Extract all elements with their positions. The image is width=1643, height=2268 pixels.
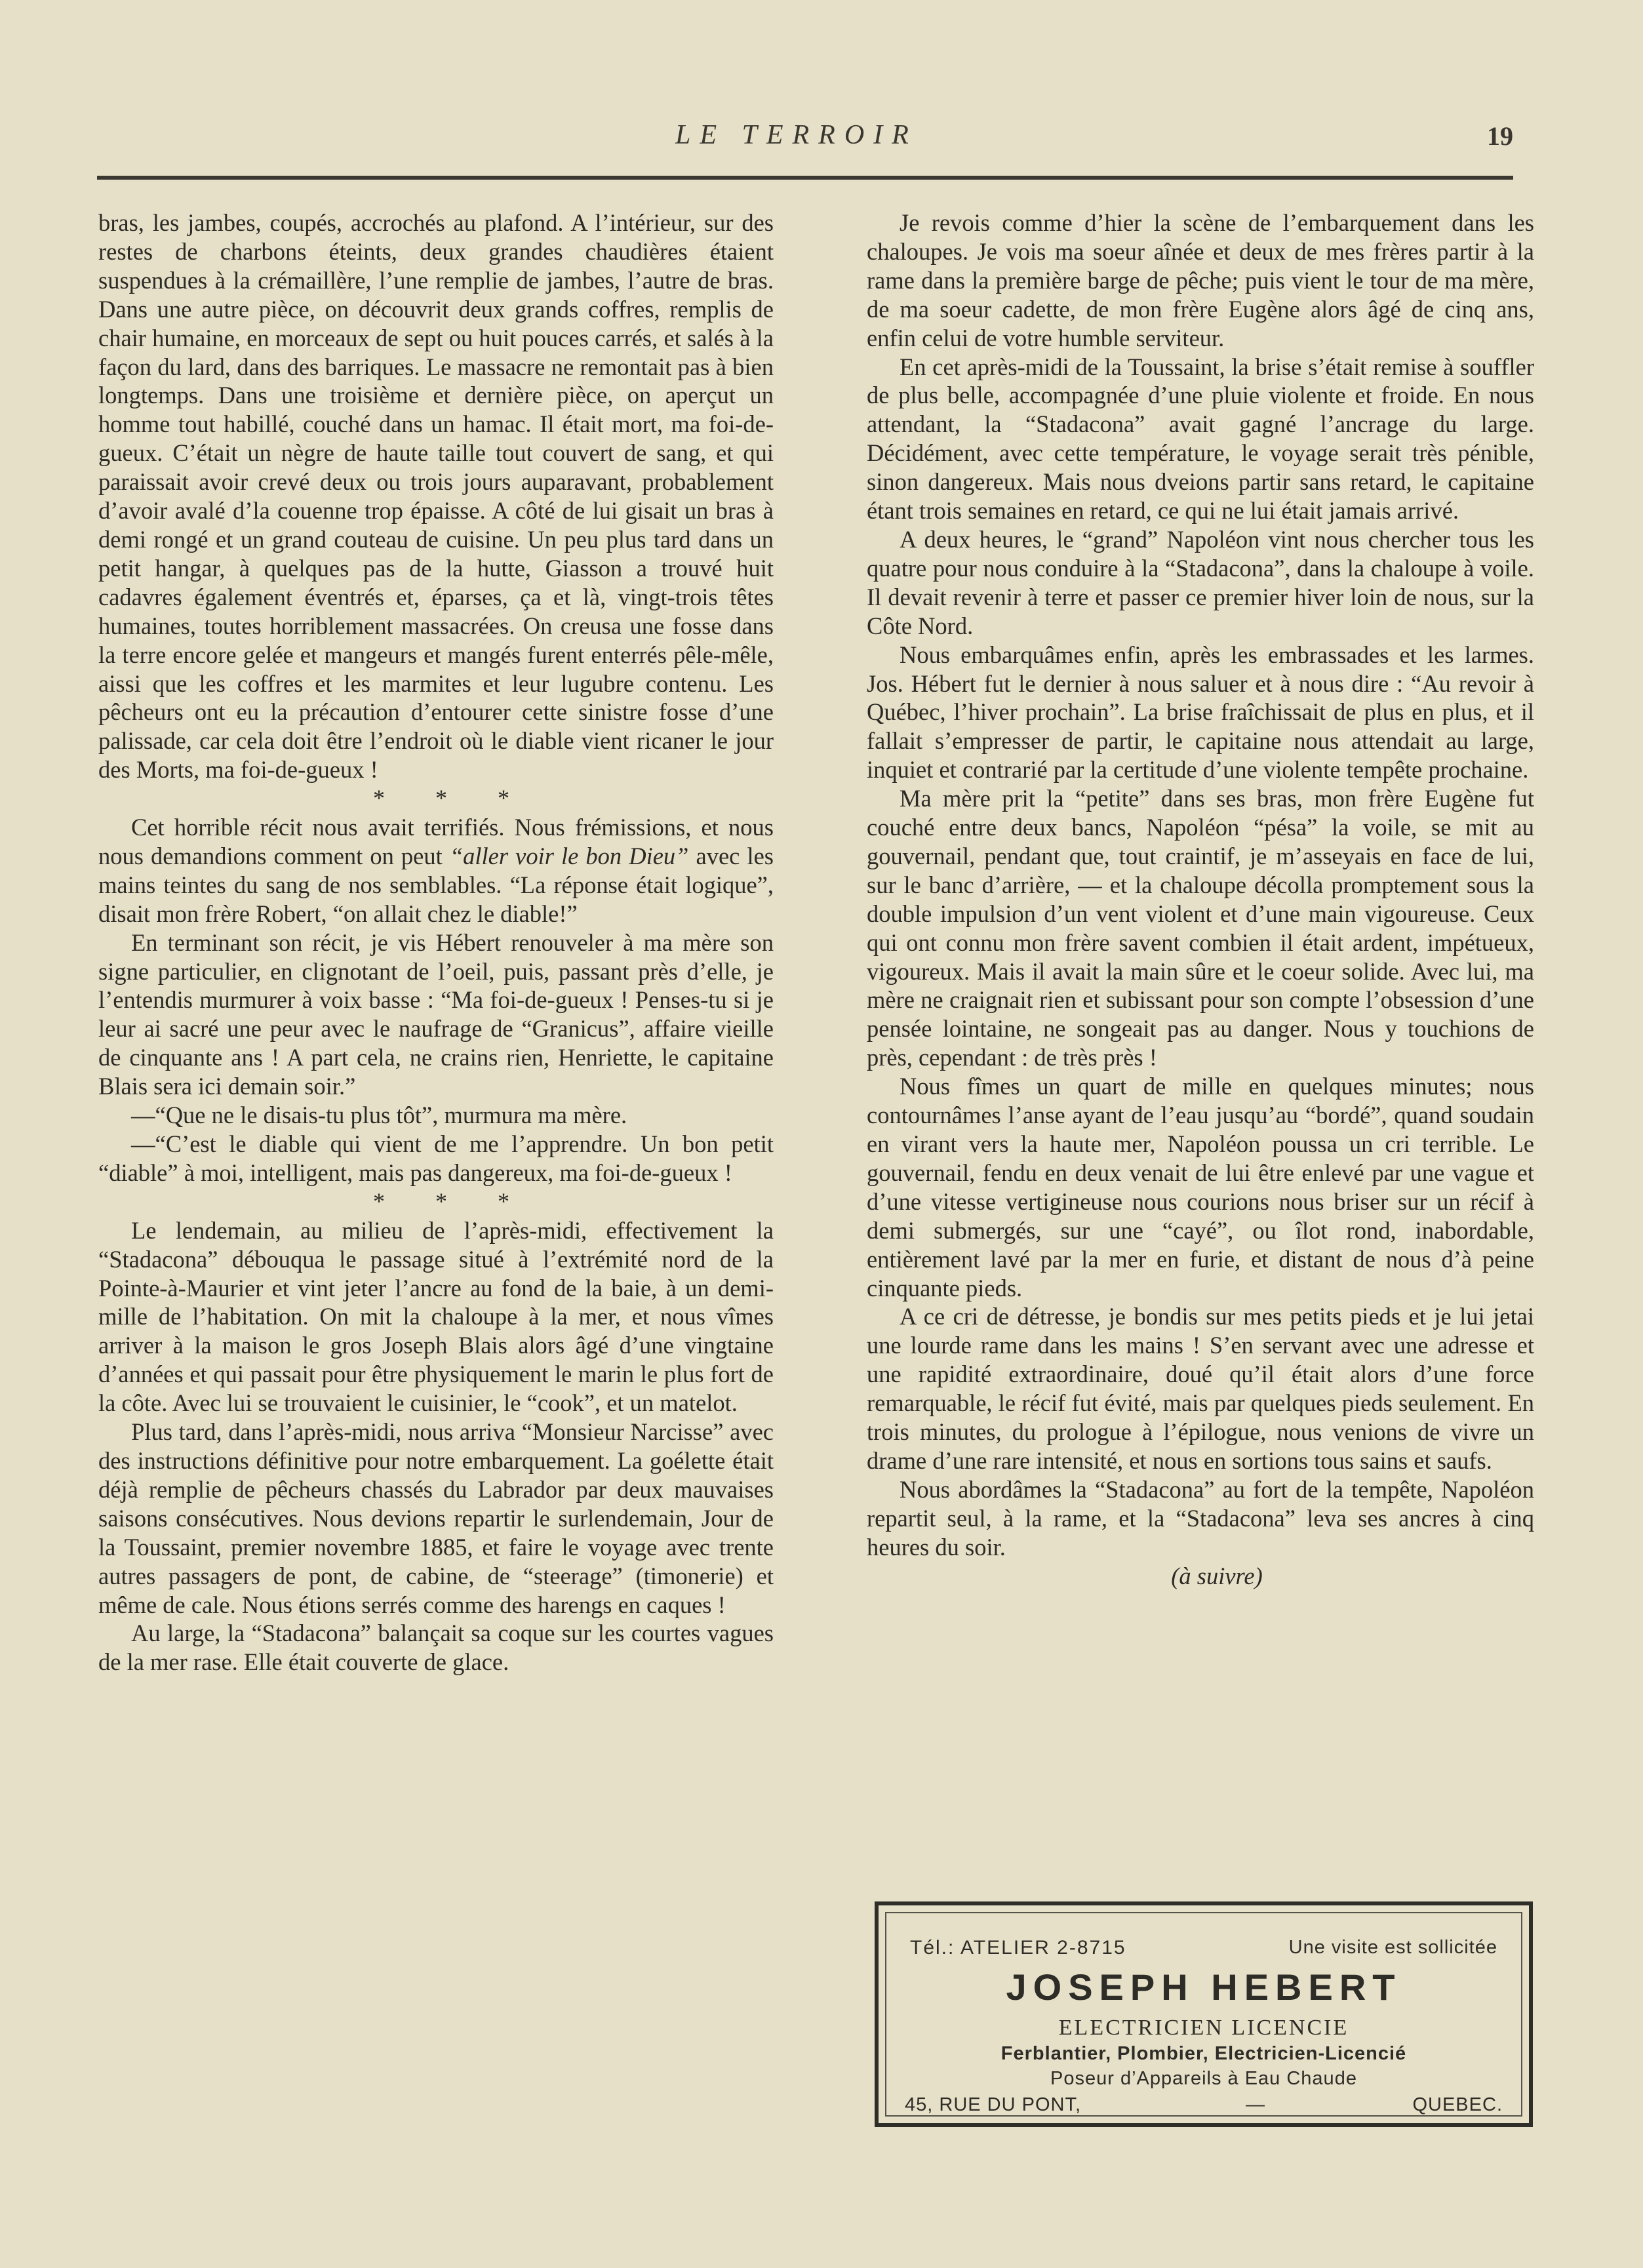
header-rule [97,176,1513,180]
ad-title-line: ELECTRICIEN LICENCIE [1058,2016,1349,2040]
ad-address: 45, RUE DU PONT, [905,2094,1081,2115]
ad-visit-note: Une visite est sollicitée [1288,1937,1497,1958]
page-number: 19 [1487,121,1513,151]
paragraph: Le lendemain, au milieu de l’après-midi, effectivement la “Stadacona” débouqua le passage situé à l’extrémité nord de la Pointe-à-Maurier et vint jeter l’ancre au fond de la baie, à un demi-mille de l’habitation. On mit la chaloupe à la mer, et nous vîmes arriver à la maison le gros Joseph Blais alors âgé d’une vingtaine d’années et qui passait pour être physiquement le marin le plus fort de la côte. Avec lui se trouvaient le cuisinier, le “cook”, et un matelot. [98,1216,774,1417]
ad-city: QUEBEC. [1412,2094,1503,2115]
ad-service-line: Poseur d’Appareils à Eau Chaude [1050,2068,1357,2089]
paragraph-text: Cet horrible récit nous avait terrifiés. Nous frémissions, et nous nous demandions comment on peut [98,814,774,869]
paragraph: En cet après-midi de la Toussaint, la brise s’était remise à souffler de plus belle, accompagnée d’une pluie violente et froide. En nous attendant, la “Stadacona” avait gagné l’ancrage du large. Décidément, avec cette température, le voyage serait très pénible, sinon dangereux. Mais nous dveions partir sans retard, le capitaine étant trois semaines en retard, ce qui ne lui était jamais arrivé. [867,353,1534,525]
paragraph: A deux heures, le “grand” Napoléon vint nous chercher tous les quatre pour nous conduire à la “Stadacona”, dans la chaloupe à voile. Il devait revenir à terre et passer ce premier hiver loin de nous, sur la Côte Nord. [867,525,1534,639]
paragraph: bras, les jambes, coupés, accrochés au plafond. A l’intérieur, sur des restes de charbons éteints, deux grandes chaudières étaient suspendues à la crémaillère, l’une remplie de jambes, l’autre de bras. Dans une autre pièce, on découvrit deux grands coffres, remplis de chair humaine, en morceaux de sept ou huit pouces carrés, et salés à la façon du lard, dans des barriques. Le massacre ne remontait pas à bien longtemps. Dans une troisième et dernière pièce, on aperçut un homme tout habillé, couché dans un hamac. Il était mort, ma foi-de-gueux. C’était un nègre de haute taille tout couvert de sang, et qui paraissait avoir crevé deux ou trois jours auparavant, probablement d’avoir avalé d’la couenne trop épaisse. A côté de lui gisait un bras à demi rongé et un grand couteau de cuisine. Un peu plus tard dans un petit hangar, à quelques pas de la hutte, Giasson a trouvé huit cadavres également éventrés et, éparses, ça et là, vingt-trois têtes humaines, toutes horriblement massacrées. On creusa une fosse dans la terre encore gelée et mangeurs et mangés furent enterrés pêle-mêle, aissi que les coffres et les marmites et leur lugubre contenu. Les pêcheurs ont eu la précaution d’entourer cette sinistre fosse d’une palissade, car cela doit être l’endroit où le diable vient ricaner le jour des Morts, ma foi-de-gueux ! [98,209,774,784]
ad-trades-line: Ferblantier, Plombier, Electricien-Licencié [1000,2043,1407,2064]
paragraph: —“Que ne le disais-tu plus tôt”, murmura ma mère. [131,1102,627,1129]
ad-business-name: JOSEPH HEBERT [1006,1966,1402,2008]
to-be-continued: (à suivre) [1171,1562,1263,1589]
section-separator: * * * [373,1187,532,1214]
paragraph: Nous abordâmes la “Stadacona” au fort de la tempête, Napoléon repartit seul, à la rame, et la “Stadacona” leva ses ancres à cinq heures du soir. [867,1475,1534,1561]
paragraph [98,813,774,928]
right-column [867,209,1534,1591]
paragraph: Plus tard, dans l’après-midi, nous arriva “Monsieur Narcisse” avec des instructions définitive pour notre embarquement. La goélette était déjà remplie de pêcheurs chassés du Labrador par deux mauvaises saisons consécutives. Nous devions repartir le surlendemain, Jour de la Toussaint, premier novembre 1885, et faire le voyage avec trente autres passagers de pont, de cabine, de “steerage” (timonerie) et même de cale. Nous étions serrés comme des harengs en caques ! [98,1418,774,1618]
advertisement-box [875,1901,1533,2127]
running-title: LE TERROIR [675,120,918,150]
left-column [98,209,774,1677]
italic-quote: “aller voir le bon Dieu” [449,842,689,869]
paragraph-text: avec les mains teintes du sang de nos semblables. “La réponse était logique”, disait mon frère Robert, “on allait chez le diable!” [98,842,774,927]
paragraph: Nous embarquâmes enfin, après les embrassades et les larmes. Jos. Hébert fut le dernier à nous saluer et à nous dire : “Au revoir à Québec, l’hiver prochain”. La brise fraîchissait de plus en plus, et il fallait s’empresser de partir, le capitaine nous attendait au large, inquiet et contrarié par la certitude d’une violente tempête prochaine. [867,641,1534,784]
paragraph: Ma mère prit la “petite” dans ses bras, mon frère Eugène fut couché entre deux bancs, Napoléon “pésa” la voile, se mit au gouvernail, pendant que, tout craintif, je m’asseyais en face de lui, sur le banc d’arrière, — et la chaloupe décolla promptement sous la double impulsion d’un vent violent et d’une main vigoureuse. Ceux qui ont connu mon frère savent combien il était ardent, impétueux, vigoureux. Mais il avait la main sûre et le coeur solide. Avec lui, ma mère ne craignait rien et subissant pour son compte l’obsession d’une pensée lointaine, ne songeait pas au danger. Nous y touchions de près, cependant : de très près ! [867,785,1534,1071]
ad-dash: — [1246,2094,1265,2115]
paragraph: —“C’est le diable qui vient de me l’apprendre. Un bon petit “diable” à moi, intelligent, mais pas dangereux, ma foi-de-gueux ! [98,1130,774,1186]
paragraph: Nous fîmes un quart de mille en quelques minutes; nous contournâmes l’anse ayant de l’eau jusqu’au “bordé”, quand soudain en virant vers la haute mer, Napoléon poussa un cri terrible. Le gouvernail, fendu en deux venait de lui être enlevé par une vague et d’une vitesse vertigineuse nous courions nous briser sur un récif à demi submergés, sur une “cayé”, ou îlot rond, inabordable, entièrement lavé par la mer en furie, et distant de nous d’à peine cinquante pieds. [867,1073,1534,1302]
section-separator: * * * [373,785,532,812]
paragraph: Au large, la “Stadacona” balançait sa coque sur les courtes vagues de la mer rase. Elle était couverte de glace. [98,1620,774,1676]
paragraph: A ce cri de détresse, je bondis sur mes petits pieds et je lui jetai une lourde rame dans les mains ! S’en servant avec une adresse et une rapidité extraordinaire, doué qu’il était alors d’une force remarquable, le récif fut évité, mais par quelques pieds seulement. En trois minutes, du prologue à l’épilogue, nous venions de vivre un drame d’une rare intensité, et nous en sortions tous sains et saufs. [867,1303,1534,1474]
paragraph: Je revois comme d’hier la scène de l’embarquement dans les chaloupes. Je vois ma soeur aînée et deux de mes frères partir à la rame dans la première barge de pêche; puis vient le tour de ma mère, de ma soeur cadette, de mon frère Eugène alors âgé de cinq ans, enfin celui de votre humble serviteur. [867,209,1534,351]
paragraph: En terminant son récit, je vis Hébert renouveler à ma mère son signe particulier, en clignotant de l’oeil, puis, passant près d’elle, je l’entendis murmurer à voix basse : “Ma foi-de-gueux ! Penses-tu si je leur ai sacré une peur avec le naufrage de “Granicus”, affaire vieille de cinquante ans ! A part cela, ne crains rien, Henriette, le capitaine Blais sera ici demain soir.” [98,928,774,1100]
ad-telephone: Tél.: ATELIER 2-8715 [910,1937,1126,1959]
